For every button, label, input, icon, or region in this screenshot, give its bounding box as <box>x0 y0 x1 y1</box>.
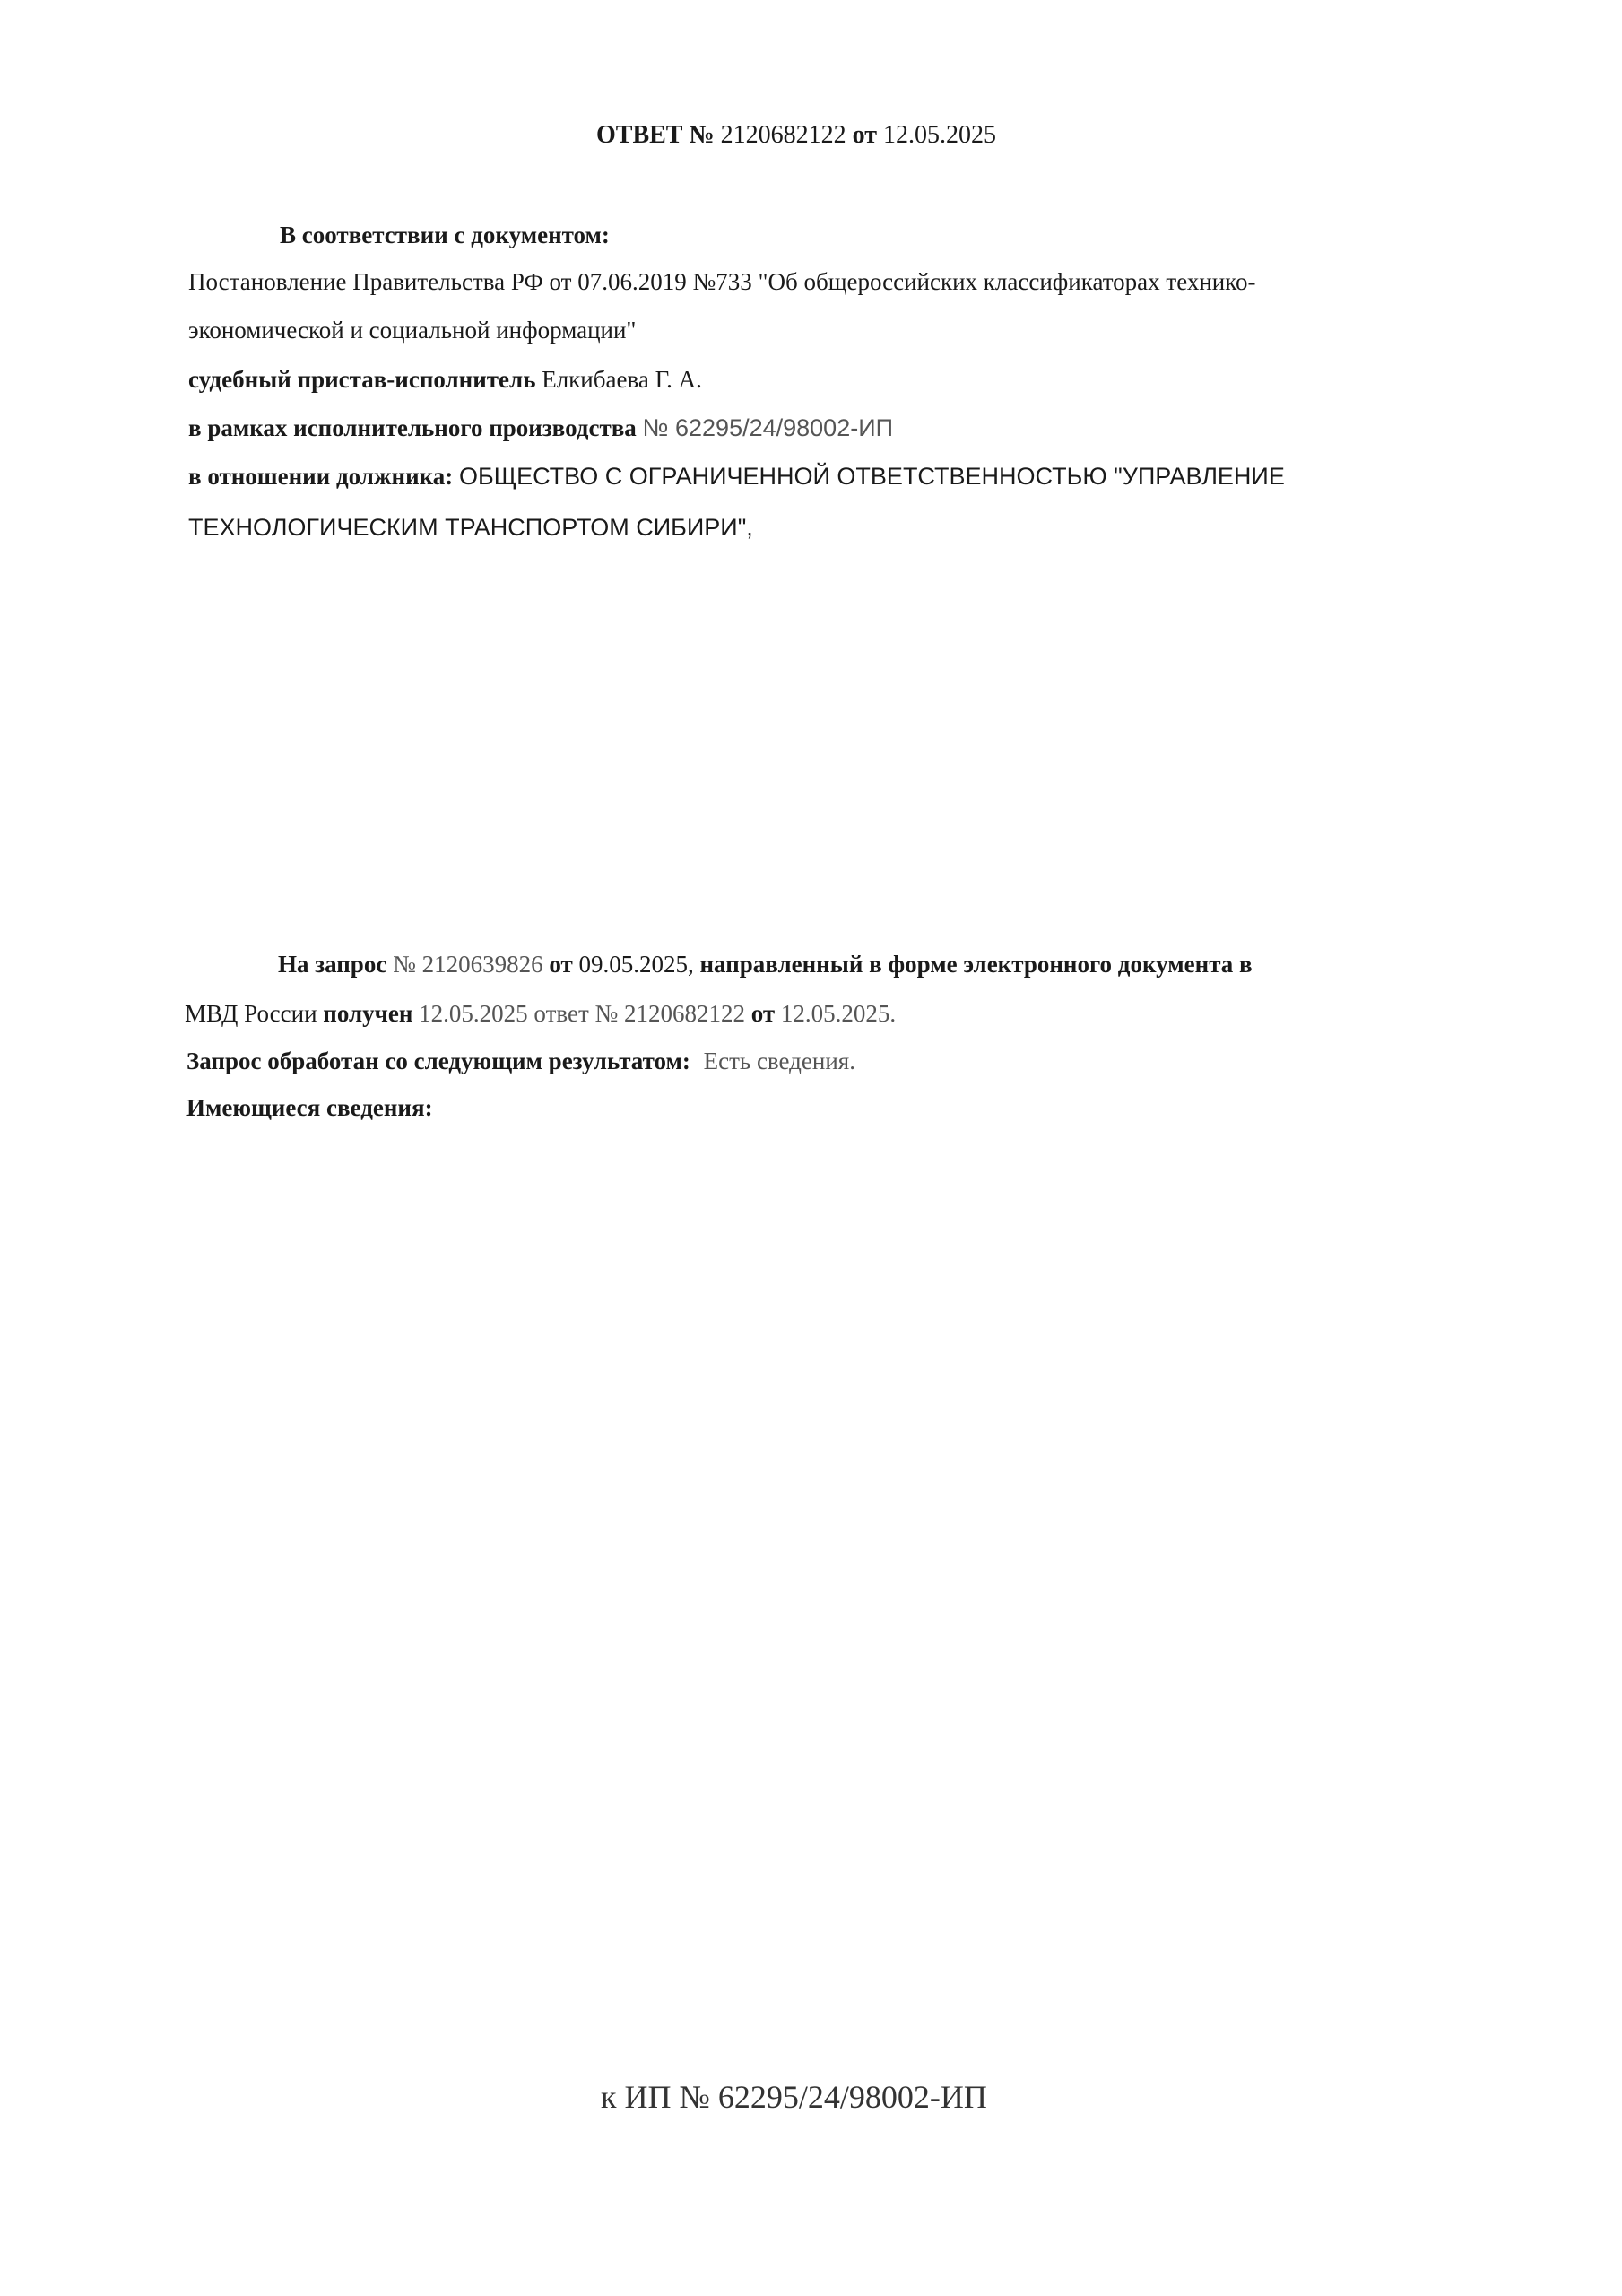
request-received-label: получен <box>323 1000 413 1027</box>
basis-text-line1: Постановление Правительства РФ от 07.06.2019 №733 "Об общероссийских классификаторах технико- <box>188 268 1256 295</box>
bailiff-line <box>188 364 702 395</box>
debtor-name-line1: ОБЩЕСТВО С ОГРАНИЧЕННОЙ ОТВЕТСТВЕННОСТЬЮ "УПРАВЛЕНИЕ <box>459 463 1285 490</box>
proceeding-number: № 62295/24/98002-ИП <box>642 414 894 441</box>
request-received-date: 12.05.2025 <box>419 1000 528 1027</box>
available-info-label: Имеющиеся сведения: <box>186 1094 433 1121</box>
request-label-start: На запрос <box>278 951 387 978</box>
request-label-end: направленный в форме электронного документа в <box>699 951 1253 978</box>
request-org: МВД России <box>185 1000 317 1027</box>
result-value: Есть сведения. <box>703 1048 855 1074</box>
request-answer-from: от <box>750 1000 776 1027</box>
request-answer-label: ответ № 2120682122 <box>533 1000 745 1027</box>
bailiff-label: судебный пристав-исполнитель <box>188 366 536 393</box>
request-from: от <box>549 951 573 978</box>
debtor-name-line2: ТЕХНОЛОГИЧЕСКИМ ТРАНСПОРТОМ СИБИРИ", <box>188 514 753 541</box>
title-from: от <box>852 121 878 149</box>
request-number: № 2120639826 <box>393 951 543 978</box>
title-date: 12.05.2025 <box>883 121 997 149</box>
title-label: ОТВЕТ № <box>596 121 715 149</box>
result-label: Запрос обработан со следующим результатом: <box>186 1048 690 1074</box>
request-answer-date: 12.05.2025. <box>780 1000 897 1027</box>
request-date: 09.05.2025, <box>578 951 694 978</box>
title-number: 2120682122 <box>720 121 846 149</box>
footer-reference: к ИП № 62295/24/98002-ИП <box>601 2079 987 2115</box>
proceeding-line <box>188 413 893 443</box>
basis-text-line2: экономической и социальной информации" <box>188 317 637 344</box>
document-title <box>596 120 996 151</box>
request-line1 <box>278 949 1253 979</box>
basis-heading: В соответствии с документом: <box>280 222 610 248</box>
debtor-line1 <box>188 461 1285 491</box>
proceeding-label: в рамках исполнительного производства <box>188 414 637 441</box>
debtor-label: в отношении должника: <box>188 463 454 490</box>
request-line2 <box>185 998 896 1029</box>
bailiff-name: Елкибаева Г. А. <box>542 366 702 393</box>
result-line <box>186 1046 855 1076</box>
